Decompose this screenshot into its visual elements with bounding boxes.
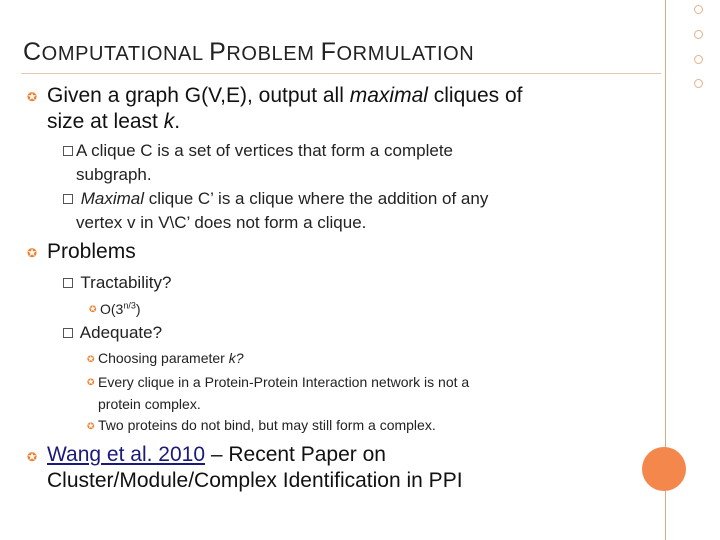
- sub-bullet-clique-def: [63, 139, 623, 187]
- wang-text: – Recent Paper on: [205, 443, 386, 466]
- clique-def-line2: subgraph.: [76, 165, 152, 184]
- every-clique-line2: protein complex.: [98, 396, 201, 412]
- checkbox-bullet-icon: [63, 194, 73, 204]
- bullet-icon: ✪: [87, 377, 95, 387]
- decorative-rail-dot: [694, 79, 703, 88]
- decorative-rail-dot: [694, 55, 703, 64]
- given-k: k: [163, 110, 175, 133]
- complexity-exponent: n/3: [123, 300, 136, 311]
- every-clique-line1: Every clique in a Protein-Protein Interaction network is not a: [98, 374, 470, 390]
- choosing-parameter-item: [98, 347, 244, 369]
- checkbox-bullet-icon: [63, 146, 73, 156]
- decorative-rail-dot: [694, 30, 703, 39]
- bullet-icon: ✪: [27, 450, 38, 464]
- complexity-item: [100, 298, 141, 320]
- bullet-given-graph: [47, 83, 647, 135]
- choosing-k: k?: [228, 350, 244, 366]
- title-rest: ORMULATION: [336, 43, 475, 65]
- complexity-close: ): [135, 301, 141, 317]
- bullet-problems: Problems: [47, 240, 136, 263]
- every-clique-item: [98, 371, 618, 415]
- bullet-wang-reference: [47, 442, 647, 494]
- adequate-label: Adequate?: [79, 323, 163, 342]
- wang-2010-link[interactable]: Wang et al. 2010: [47, 443, 205, 466]
- choosing-text: Choosing parameter: [98, 350, 229, 366]
- bullet-icon: ✪: [87, 421, 95, 431]
- wang-line2: Cluster/Module/Complex Identification in PPI: [47, 469, 463, 492]
- sub-bullet-adequate: [63, 321, 162, 345]
- complexity-base: O(3: [100, 301, 124, 317]
- maximal-def-line1: clique C’ is a clique where the addition of any: [144, 189, 489, 208]
- given-line2: size at least: [47, 110, 164, 133]
- title-rest: ROBLEM: [226, 43, 321, 65]
- decorative-rail-dot: [694, 5, 703, 14]
- title-cap: C: [23, 38, 42, 66]
- bullet-icon: ✪: [27, 90, 38, 104]
- bullet-icon: ✪: [87, 354, 95, 364]
- given-text-end: cliques of: [427, 84, 523, 107]
- title-rest: OMPUTATIONAL: [41, 43, 210, 65]
- two-proteins-item: Two proteins do not bind, but may still form a complex.: [98, 417, 436, 433]
- bullet-icon: ✪: [27, 246, 38, 260]
- sub-bullet-tractability: [63, 271, 171, 295]
- sub-bullet-maximal-def: [63, 187, 623, 235]
- title-underline: [21, 73, 661, 74]
- given-text: Given a graph G(V,E), output all: [47, 84, 350, 107]
- title-cap: F: [320, 38, 337, 66]
- clique-def-line1: A clique C is a set of vertices that form a complete: [76, 141, 453, 160]
- checkbox-bullet-icon: [63, 328, 73, 338]
- tractability-label: Tractability?: [80, 273, 172, 292]
- maximal-def-line2: vertex v in V\C’ does not form a clique.: [76, 213, 367, 232]
- maximal-emphasis: Maximal: [80, 189, 145, 208]
- bullet-icon: ✪: [89, 304, 97, 314]
- given-period: .: [174, 110, 181, 133]
- slide-title: [23, 38, 643, 67]
- checkbox-bullet-icon: [63, 278, 73, 288]
- decorative-orange-circle: [642, 447, 686, 491]
- given-emphasis: maximal: [349, 84, 428, 107]
- title-cap: P: [209, 38, 227, 66]
